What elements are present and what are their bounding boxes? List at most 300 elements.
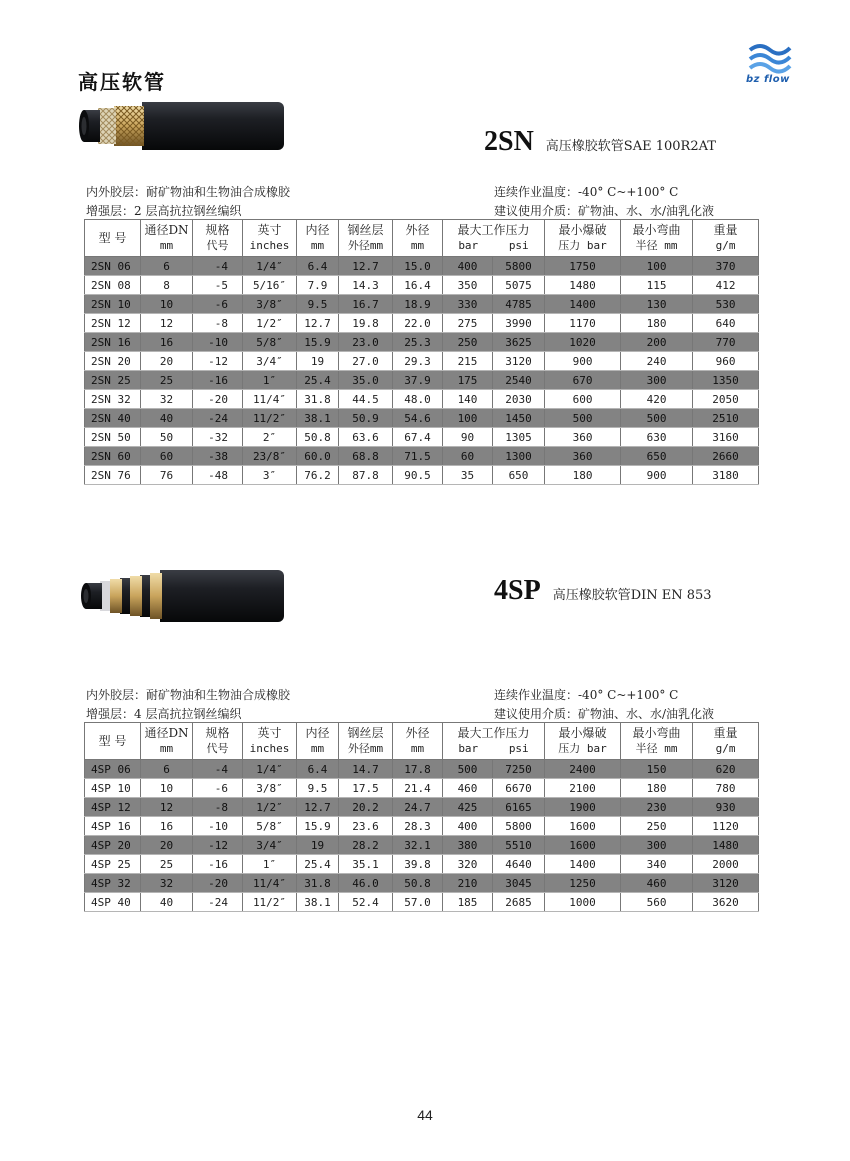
table-row: [85, 295, 759, 314]
column-header-label: 规格: [205, 726, 230, 740]
table-cell: -24: [193, 409, 243, 428]
table-cell: 22.0: [393, 314, 443, 333]
column-header: [621, 220, 693, 257]
column-header: [193, 723, 243, 760]
table-cell: 20: [141, 352, 193, 371]
table-row: [85, 352, 759, 371]
column-header: [443, 220, 545, 257]
table-cell: 2000: [693, 855, 759, 874]
model-cell: 4SP 25: [85, 855, 141, 874]
model-cell: 2SN 20: [85, 352, 141, 371]
table-cell: 400: [443, 257, 493, 276]
table-cell: 76: [141, 466, 193, 485]
table-cell: -8: [193, 798, 243, 817]
table-cell: 6.4: [297, 760, 339, 779]
table-cell: 11/2″: [243, 409, 297, 428]
table-cell: 1305: [493, 428, 545, 447]
table-cell: 650: [493, 466, 545, 485]
model-code: 2SN: [484, 126, 534, 157]
table-cell: 215: [443, 352, 493, 371]
table-cell: -16: [193, 371, 243, 390]
table-cell: 25: [141, 371, 193, 390]
table-cell: 4640: [493, 855, 545, 874]
table-cell: 640: [693, 314, 759, 333]
table-cell: 15.0: [393, 257, 443, 276]
table-cell: -8: [193, 314, 243, 333]
table-cell: 25.3: [393, 333, 443, 352]
column-header-units: [443, 741, 544, 756]
table-row: [85, 817, 759, 836]
table-row: [85, 447, 759, 466]
column-header-unit: 压力 bar: [558, 239, 607, 252]
table-cell: 16.7: [339, 295, 393, 314]
table-cell: 2050: [693, 390, 759, 409]
table-header-row: [85, 220, 759, 257]
table-cell: 300: [621, 371, 693, 390]
table-cell: 412: [693, 276, 759, 295]
column-header-unit: 半径 mm: [635, 239, 678, 252]
table-cell: 5/8″: [243, 817, 297, 836]
table-cell: 39.8: [393, 855, 443, 874]
table-cell: 1/2″: [243, 798, 297, 817]
column-header-label: 外径: [405, 726, 430, 740]
table-row: [85, 276, 759, 295]
table-cell: -20: [193, 390, 243, 409]
table-cell: 17.8: [393, 760, 443, 779]
table-cell: 340: [621, 855, 693, 874]
model-cell: 4SP 10: [85, 779, 141, 798]
table-cell: 3620: [693, 893, 759, 912]
table-cell: 35.1: [339, 855, 393, 874]
table-cell: 350: [443, 276, 493, 295]
table-cell: 24.7: [393, 798, 443, 817]
table-cell: 10: [141, 779, 193, 798]
model-cell: 2SN 08: [85, 276, 141, 295]
table-cell: 38.1: [297, 409, 339, 428]
table-cell: 1400: [545, 295, 621, 314]
spec-table-4sp: [84, 722, 759, 912]
table-cell: 31.8: [297, 874, 339, 893]
spec-table-2sn: [84, 219, 759, 485]
table-cell: 500: [443, 760, 493, 779]
table-cell: 6165: [493, 798, 545, 817]
table-cell: 7.9: [297, 276, 339, 295]
table-row: [85, 893, 759, 912]
column-header-label: 最大工作压力: [457, 223, 530, 237]
table-cell: 1/2″: [243, 314, 297, 333]
table-cell: 180: [545, 466, 621, 485]
table-cell: 100: [621, 257, 693, 276]
table-cell: 1250: [545, 874, 621, 893]
table-cell: 6: [141, 760, 193, 779]
table-cell: 2660: [693, 447, 759, 466]
table-cell: 20: [141, 836, 193, 855]
table-cell: 50: [141, 428, 193, 447]
column-header-units: [443, 238, 544, 253]
table-row: [85, 428, 759, 447]
table-cell: 1600: [545, 817, 621, 836]
column-header-unit: mm: [410, 239, 425, 252]
table-cell: 1170: [545, 314, 621, 333]
table-row: [85, 779, 759, 798]
model-description: 高压橡胶软管DIN EN 853: [552, 588, 712, 603]
model-cell: 4SP 16: [85, 817, 141, 836]
table-cell: 20.2: [339, 798, 393, 817]
table-cell: 1/4″: [243, 257, 297, 276]
column-header-label: 钢丝层: [347, 223, 384, 237]
table-cell: 900: [545, 352, 621, 371]
column-header: [85, 723, 141, 760]
column-header-label: 外径: [405, 223, 430, 237]
table-cell: 3″: [243, 466, 297, 485]
table-cell: 360: [545, 447, 621, 466]
table-cell: 180: [621, 314, 693, 333]
column-header: [85, 220, 141, 257]
table-cell: 23.0: [339, 333, 393, 352]
table-cell: -5: [193, 276, 243, 295]
table-cell: -20: [193, 874, 243, 893]
table-cell: 1400: [545, 855, 621, 874]
table-cell: 150: [621, 760, 693, 779]
table-cell: 63.6: [339, 428, 393, 447]
spec-temperature: 连续作业温度：-40° C~+100° C: [494, 185, 679, 199]
table-cell: 18.9: [393, 295, 443, 314]
table-cell: -12: [193, 836, 243, 855]
model-cell: 2SN 32: [85, 390, 141, 409]
column-header-unit: g/m: [715, 742, 736, 755]
table-cell: 7250: [493, 760, 545, 779]
table-cell: 32.1: [393, 836, 443, 855]
column-header-unit: mm: [410, 742, 425, 755]
table-cell: 11/4″: [243, 390, 297, 409]
table-cell: 930: [693, 798, 759, 817]
table-cell: 68.8: [339, 447, 393, 466]
column-header: [141, 220, 193, 257]
column-header-label: 内径: [305, 223, 330, 237]
spiral-hose-image: [76, 566, 290, 626]
table-cell: 2510: [693, 409, 759, 428]
table-cell: 1″: [243, 855, 297, 874]
table-cell: 44.5: [339, 390, 393, 409]
table-cell: 27.0: [339, 352, 393, 371]
column-header: [297, 220, 339, 257]
table-cell: 29.3: [393, 352, 443, 371]
table-cell: 19: [297, 352, 339, 371]
table-cell: -12: [193, 352, 243, 371]
table-cell: 19: [297, 836, 339, 855]
model-cell: 2SN 06: [85, 257, 141, 276]
table-cell: 620: [693, 760, 759, 779]
table-cell: 250: [621, 817, 693, 836]
model-code: 4SP: [494, 575, 541, 606]
table-cell: 1000: [545, 893, 621, 912]
column-header-unit: mm: [159, 239, 174, 252]
model-cell: 4SP 32: [85, 874, 141, 893]
table-cell: 240: [621, 352, 693, 371]
table-cell: 140: [443, 390, 493, 409]
table-cell: 14.7: [339, 760, 393, 779]
table-cell: 3/8″: [243, 779, 297, 798]
table-cell: 32: [141, 874, 193, 893]
table-row: [85, 314, 759, 333]
table-cell: 23/8″: [243, 447, 297, 466]
table-cell: 5/8″: [243, 333, 297, 352]
table-cell: 16: [141, 333, 193, 352]
table-cell: -32: [193, 428, 243, 447]
table-row: [85, 798, 759, 817]
column-header-unit: 代号: [206, 239, 229, 252]
column-header: [693, 723, 759, 760]
table-cell: 35: [443, 466, 493, 485]
spec-temperature: 连续作业温度：-40° C~+100° C: [494, 688, 679, 702]
logo-text: bz flow: [746, 74, 790, 85]
table-cell: 500: [621, 409, 693, 428]
model-cell: 2SN 25: [85, 371, 141, 390]
table-cell: 425: [443, 798, 493, 817]
table-cell: 2030: [493, 390, 545, 409]
table-cell: 3/8″: [243, 295, 297, 314]
column-header-unit: inches: [249, 742, 290, 755]
table-cell: 5510: [493, 836, 545, 855]
model-cell: 4SP 20: [85, 836, 141, 855]
table-cell: 1450: [493, 409, 545, 428]
model-cell: 2SN 40: [85, 409, 141, 428]
table-cell: 560: [621, 893, 693, 912]
table-cell: -10: [193, 817, 243, 836]
column-header: [545, 220, 621, 257]
table-cell: 1900: [545, 798, 621, 817]
column-header: [339, 723, 393, 760]
column-header: [243, 723, 297, 760]
table-cell: 780: [693, 779, 759, 798]
table-cell: 1300: [493, 447, 545, 466]
table-row: [85, 874, 759, 893]
column-header-label: 重量: [713, 726, 738, 740]
column-header-unit: psi: [508, 239, 529, 252]
spec-layer: 内外胶层：耐矿物油和生物油合成橡胶: [86, 185, 291, 199]
column-header: [443, 723, 545, 760]
model-cell: 2SN 76: [85, 466, 141, 485]
table-cell: 175: [443, 371, 493, 390]
column-header: [621, 723, 693, 760]
column-header-unit: psi: [508, 742, 529, 755]
table-row: [85, 760, 759, 779]
column-header: [297, 723, 339, 760]
table-cell: 71.5: [393, 447, 443, 466]
column-header-label: 通径DN: [144, 223, 189, 237]
column-header-unit: inches: [249, 239, 290, 252]
table-cell: 5/16″: [243, 276, 297, 295]
table-cell: 3120: [493, 352, 545, 371]
table-cell: 380: [443, 836, 493, 855]
table-cell: 300: [621, 836, 693, 855]
table-cell: 1/4″: [243, 760, 297, 779]
column-header-unit: mm: [159, 742, 174, 755]
table-row: [85, 836, 759, 855]
table-cell: 275: [443, 314, 493, 333]
column-header-label: 规格: [205, 223, 230, 237]
model-cell: 2SN 50: [85, 428, 141, 447]
table-cell: 5800: [493, 817, 545, 836]
column-header-label: 最小弯曲: [632, 223, 681, 237]
column-header-label: 最小爆破: [558, 726, 607, 740]
table-row: [85, 466, 759, 485]
column-header-label: 通径DN: [144, 726, 189, 740]
table-cell: 180: [621, 779, 693, 798]
column-header: [193, 220, 243, 257]
table-cell: 9.5: [297, 779, 339, 798]
table-cell: 250: [443, 333, 493, 352]
table-cell: 3180: [693, 466, 759, 485]
table-cell: 17.5: [339, 779, 393, 798]
table-cell: 320: [443, 855, 493, 874]
table-cell: 8: [141, 276, 193, 295]
table-cell: 14.3: [339, 276, 393, 295]
column-header-unit: g/m: [715, 239, 736, 252]
table-cell: 2685: [493, 893, 545, 912]
table-cell: 11/2″: [243, 893, 297, 912]
table-cell: 67.4: [393, 428, 443, 447]
table-cell: 1600: [545, 836, 621, 855]
table-cell: 2400: [545, 760, 621, 779]
table-cell: 10: [141, 295, 193, 314]
table-cell: 25: [141, 855, 193, 874]
table-cell: 185: [443, 893, 493, 912]
table-cell: 21.4: [393, 779, 443, 798]
table-cell: 670: [545, 371, 621, 390]
table-cell: 11/4″: [243, 874, 297, 893]
page-title: 高压软管: [78, 70, 166, 94]
table-cell: 330: [443, 295, 493, 314]
table-cell: 3625: [493, 333, 545, 352]
table-cell: 1120: [693, 817, 759, 836]
model-cell: 4SP 12: [85, 798, 141, 817]
table-cell: 460: [621, 874, 693, 893]
table-cell: -38: [193, 447, 243, 466]
table-cell: 2540: [493, 371, 545, 390]
table-cell: 60.0: [297, 447, 339, 466]
table-cell: 32: [141, 390, 193, 409]
table-cell: 1750: [545, 257, 621, 276]
table-cell: -4: [193, 760, 243, 779]
table-cell: 28.2: [339, 836, 393, 855]
table-cell: 12.7: [297, 314, 339, 333]
table-cell: 650: [621, 447, 693, 466]
table-cell: 16.4: [393, 276, 443, 295]
table-cell: 600: [545, 390, 621, 409]
table-cell: 6: [141, 257, 193, 276]
table-cell: 12: [141, 314, 193, 333]
model-description: 高压橡胶软管SAE 100R2AT: [545, 139, 716, 154]
column-header-unit: 外径mm: [347, 239, 384, 252]
model-heading-2sn: [484, 126, 716, 158]
table-cell: 630: [621, 428, 693, 447]
table-cell: 46.0: [339, 874, 393, 893]
column-header-label: 型 号: [98, 733, 127, 748]
table-cell: 460: [443, 779, 493, 798]
table-cell: 530: [693, 295, 759, 314]
table-cell: 54.6: [393, 409, 443, 428]
table-cell: 1020: [545, 333, 621, 352]
column-header-unit: bar: [458, 742, 479, 755]
table-cell: 360: [545, 428, 621, 447]
table-cell: 31.8: [297, 390, 339, 409]
spec-layer: 内外胶层：耐矿物油和生物油合成橡胶: [86, 688, 291, 702]
table-cell: 90: [443, 428, 493, 447]
table-row: [85, 333, 759, 352]
model-cell: 2SN 10: [85, 295, 141, 314]
table-cell: 35.0: [339, 371, 393, 390]
column-header: [545, 723, 621, 760]
column-header-label: 重量: [713, 223, 738, 237]
table-cell: 40: [141, 409, 193, 428]
table-cell: -48: [193, 466, 243, 485]
table-cell: 3990: [493, 314, 545, 333]
model-cell: 4SP 40: [85, 893, 141, 912]
table-cell: 50.8: [393, 874, 443, 893]
table-cell: 9.5: [297, 295, 339, 314]
column-header-unit: mm: [310, 239, 325, 252]
table-cell: 60: [443, 447, 493, 466]
table-cell: 50.9: [339, 409, 393, 428]
column-header-label: 钢丝层: [347, 726, 384, 740]
table-cell: 12: [141, 798, 193, 817]
table-cell: 420: [621, 390, 693, 409]
table-cell: 400: [443, 817, 493, 836]
model-cell: 2SN 60: [85, 447, 141, 466]
table-cell: 210: [443, 874, 493, 893]
table-cell: 50.8: [297, 428, 339, 447]
table-cell: 960: [693, 352, 759, 371]
table-cell: 23.6: [339, 817, 393, 836]
column-header-label: 最大工作压力: [457, 726, 530, 740]
table-cell: 770: [693, 333, 759, 352]
table-cell: 76.2: [297, 466, 339, 485]
table-row: [85, 257, 759, 276]
table-cell: 230: [621, 798, 693, 817]
table-cell: 2″: [243, 428, 297, 447]
column-header-label: 内径: [305, 726, 330, 740]
table-cell: 6.4: [297, 257, 339, 276]
table-cell: 16: [141, 817, 193, 836]
spec-media: 建议使用介质：矿物油、水、水/油乳化液: [494, 204, 715, 218]
table-cell: 5075: [493, 276, 545, 295]
model-cell: 4SP 06: [85, 760, 141, 779]
table-cell: 3/4″: [243, 836, 297, 855]
table-cell: 3120: [693, 874, 759, 893]
column-header-unit: 代号: [206, 742, 229, 755]
column-header-label: 最小爆破: [558, 223, 607, 237]
table-cell: 3045: [493, 874, 545, 893]
column-header-label: 英寸: [257, 726, 282, 740]
table-cell: 25.4: [297, 371, 339, 390]
column-header: [393, 723, 443, 760]
table-cell: -6: [193, 295, 243, 314]
column-header-unit: 压力 bar: [558, 742, 607, 755]
column-header: [393, 220, 443, 257]
table-cell: 90.5: [393, 466, 443, 485]
table-cell: 5800: [493, 257, 545, 276]
column-header-unit: bar: [458, 239, 479, 252]
page-number: 44: [417, 1107, 433, 1123]
table-cell: 6670: [493, 779, 545, 798]
table-header-row: [85, 723, 759, 760]
table-row: [85, 855, 759, 874]
column-header-label: 英寸: [257, 223, 282, 237]
table-cell: 1350: [693, 371, 759, 390]
column-header: [243, 220, 297, 257]
table-cell: 28.3: [393, 817, 443, 836]
